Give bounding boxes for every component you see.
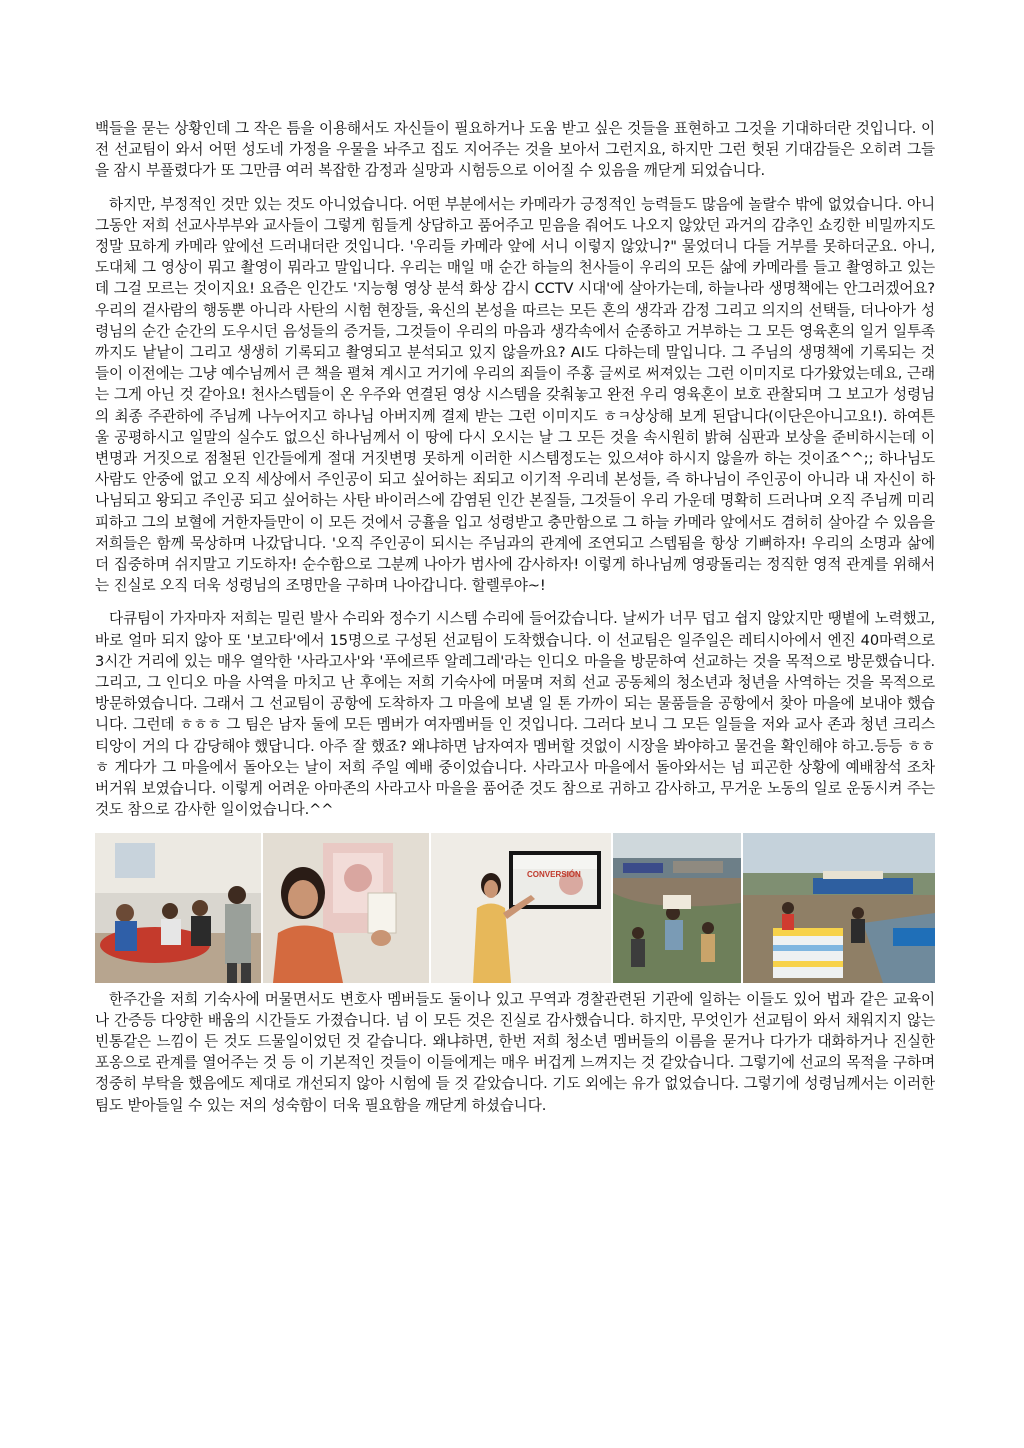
paragraph-4: 한주간을 저희 기숙사에 머물면서도 변호사 멤버들도 둘이나 있고 무역과 경찰관련된 기관에 일하는 이들도 있어 법과 같은 교육이나 간증등 다양한 배움의 시간들도 가졌습니다. 넘 이 모든 것은 진실로 감사했습니다. 하지만, 무엇인가 선교팀이 와서 채워지지 않는 빈통같은 느낌이 든 것도 드물일이었던 것 같습니다. 왜냐하면, 한번 저희 청소년 멤버들의 이름을 묻거나 다가가 대화하거나 진실한 포옹으로 관계를 열어주는 것 등 이 기본적인 것들이 이들에게는 매우 버겁게 느껴지는 것 같았습니다. 그렇기에 선교의 목적을 구하며 정중히 부탁을 했음에도 제대로 개선되지 않아 시험에 들 것 같았습니다. 기도 외에는 유가 없었습니다. 그렇기에 성령님께서는 이러한 팀도 받아들일 수 있는 저의 성숙함이 더욱 필요함을 깨닫게 하셨습니다. bbox=[95, 990, 935, 1114]
classroom-meeting-photo bbox=[95, 833, 261, 983]
photo-strip bbox=[95, 833, 935, 983]
screen-text: CONVERSIÓN bbox=[527, 869, 581, 879]
paragraph-2: 하지만, 부정적인 것만 있는 것도 아니었습니다. 어떤 부분에서는 카메라가 긍정적인 능력들도 많음에 놀랄수 밖에 없었습니다. 아니 그동안 저희 선교사부부와 교사들이 그렇게 힘들게 상담하고 품어주고 믿음을 줘어도 나오지 않았던 과거의 감추인 쇼킹한 비밀까지도 정말 묘하게 카메라 앞에선 드러내더란 것입니다. '우리들 카메라 앞에 서니 이렇지 않았니?" 물었더니 다들 거부를 못하더군요. 아니, 도대체 그 영상이 뭐고 촬영이 뭐라고 말입니다. 우리는 매일 매 순간 하늘의 천사들이 우리의 모든 삶에 카메라를 들고 촬영하고 있는데 그걸 모르는 것이지요! 요즘은 인간도 '지능형 영상 분석 화상 감시 CCTV 시대'에 살아가는데, 하늘나라 생명책에는 안그러겠어요? 우리의 겉사람의 행동뿐 아니라 사탄의 시험 현장들, 육신의 본성을 따르는 모든 혼의 생각과 감정 그리고 의지의 선택들, 더나아가 성령님의 순간 순간의 도우시던 음성들의 증거들, 그것들이 우리의 마음과 생각속에서 순종하고 거부하는 그 모든 영육혼의 일거 일투족까지도 낱낱이 그리고 생생히 기록되고 촬영되고 분석되고 있지 않을까요? AI도 다하는데 말입니다. 그 주님의 생명책에 기록되는 것들이 이전에는 그냥 예수님께서 큰 책을 펼쳐 계시고 거기에 우리의 죄들이 주홍 글씨로 써져있는 그런 이미지로 다가왔었는데요, 근래는 그게 아닌 것 같아요! 천사스텝들이 온 우주와 연결된 영상 시스템을 갖춰놓고 완전 우리 영육혼이 보호 관찰되며 그 보고가 성령님의 최종 주관하에 주님께 나누어지고 하나님 아버지께 결제 받는 그런 이미지도 ㅎㅋ상상해 보게 된답니다(이단은아니고요!). 하여튼 울 공평하시고 일말의 실수도 없으신 하나님께서 이 땅에 다시 오시는 날 그 모든 것을 속시원히 밝혀 심판과 보상을 준비하시는데 이 변명과 거짓으로 점철된 인간들에게 절대 거짓변명 못하게 이러한 시스템정도는 있으셔야 하시지 않을까 하는 것이죠^^;; 하나님도 사람도 안중에 없고 오직 세상에서 주인공이 되고 싶어하는 죄되고 이기적 우리네 본성들, 즉 하나님이 주인공이 아니라 내 자신이 하나님되고 왕되고 주인공 되고 싶어하는 사탄 바이러스에 감염된 인간 본질들, 그것들이 우리 가운데 명확히 드러나며 오직 주님께 미리 피하고 그의 보혈에 거한자들만이 이 모든 것에서 긍휼을 입고 성령받고 충만함으로 그 하늘 카메라 앞에서도 겸허히 살아갈 수 있음을 저희들은 함께 묵상하며 나갔답니다. '오직 주인공이 되시는 주님과의 관계에 조연되고 스텝됨을 항상 기뻐하자! 우리의 소명과 삶에 더 집중하며 쉬지말고 기도하자! 순수함으로 그분께 나아가 범사에 감사하자! 이렇게 하나님께 영광돌리는 정직한 영적 관계를 위해서는 진실로 오직 더욱 성령님의 조명만을 구하며 나아갑니다. 할렐루야~! bbox=[95, 195, 935, 595]
woman-holding-card-photo bbox=[263, 833, 429, 983]
riverbank-carrying-photo bbox=[613, 833, 741, 983]
document-page bbox=[95, 118, 935, 1128]
paragraph-1: 백들을 묻는 상황인데 그 작은 틈을 이용해서도 자신들이 필요하거나 도움 받고 싶은 것들을 표현하고 그것을 기대하더란 것입니다. 이전 선교팀이 와서 어떤 성도네 가정을 우물을 놔주고 집도 지어주는 것을 보아서 그런지요, 하지만 그런 헛된 기대감들은 오히려 그들을 잠시 부풀렸다가 또 그만큼 여러 복잡한 감정과 실망과 시험등으로 이어질 수 있음을 깨닫게 되었습니다. bbox=[95, 120, 935, 180]
presentation-screen-photo bbox=[431, 833, 611, 983]
paragraph-3: 다큐팀이 가자마자 저희는 밀린 발사 수리와 정수기 시스템 수리에 들어갔습니다. 날씨가 너무 덥고 쉽지 않았지만 땡볕에 노력했고, 바로 얼마 되지 않아 또 '보고타'에서 15명으로 구성된 선교팀이 도착했습니다. 이 선교팀은 일주일은 레티시아에서 엔진 40마력으로 3시간 거리에 있는 매우 열악한 '사라고사'와 '푸에르뚜 알레그레'라는 인디오 마을을 방문하여 선교하는 것을 목적으로 방문했습니다. 그리고, 그 인디오 마을 사역을 마치고 난 후에는 저희 기숙사에 머물며 저희 선교 공동체의 청소년과 청년을 사역하는 것을 목적으로 방문하였습니다. 그래서 그 선교팀이 공항에 도착하자 그 마을에 보낼 일 톤 가까이 되는 물품들을 공항에서 찾아 마을에 보내야 했습니다. 그런데 ㅎㅎㅎ 그 팀은 남자 둘에 모든 멤버가 여자멤버들 인 것입니다. 그러다 보니 그 모든 일들을 저와 교사 존과 청년 크리스티앙이 거의 다 감당해야 했답니다. 아주 잘 했죠? 왜냐하면 남자여자 멤버할 것없이 시장을 봐야하고 물건을 확인해야 하고.등등 ㅎㅎㅎ 게다가 그 마을에서 돌아오는 날이 저희 주일 예배 중이었습니다. 사라고사 마을에서 돌아와서는 넘 피곤한 상황에 예배참석 조차 버거워 보였습니다. 이렇게 어려운 아마존의 사라고사 마을을 품어준 것도 참으로 귀하고 감사하고, 무거운 노동의 일로 운동시켜 주는것도 참으로 감사한 일이었습니다.^^ bbox=[95, 610, 935, 819]
boat-cargo-photo bbox=[743, 833, 935, 983]
